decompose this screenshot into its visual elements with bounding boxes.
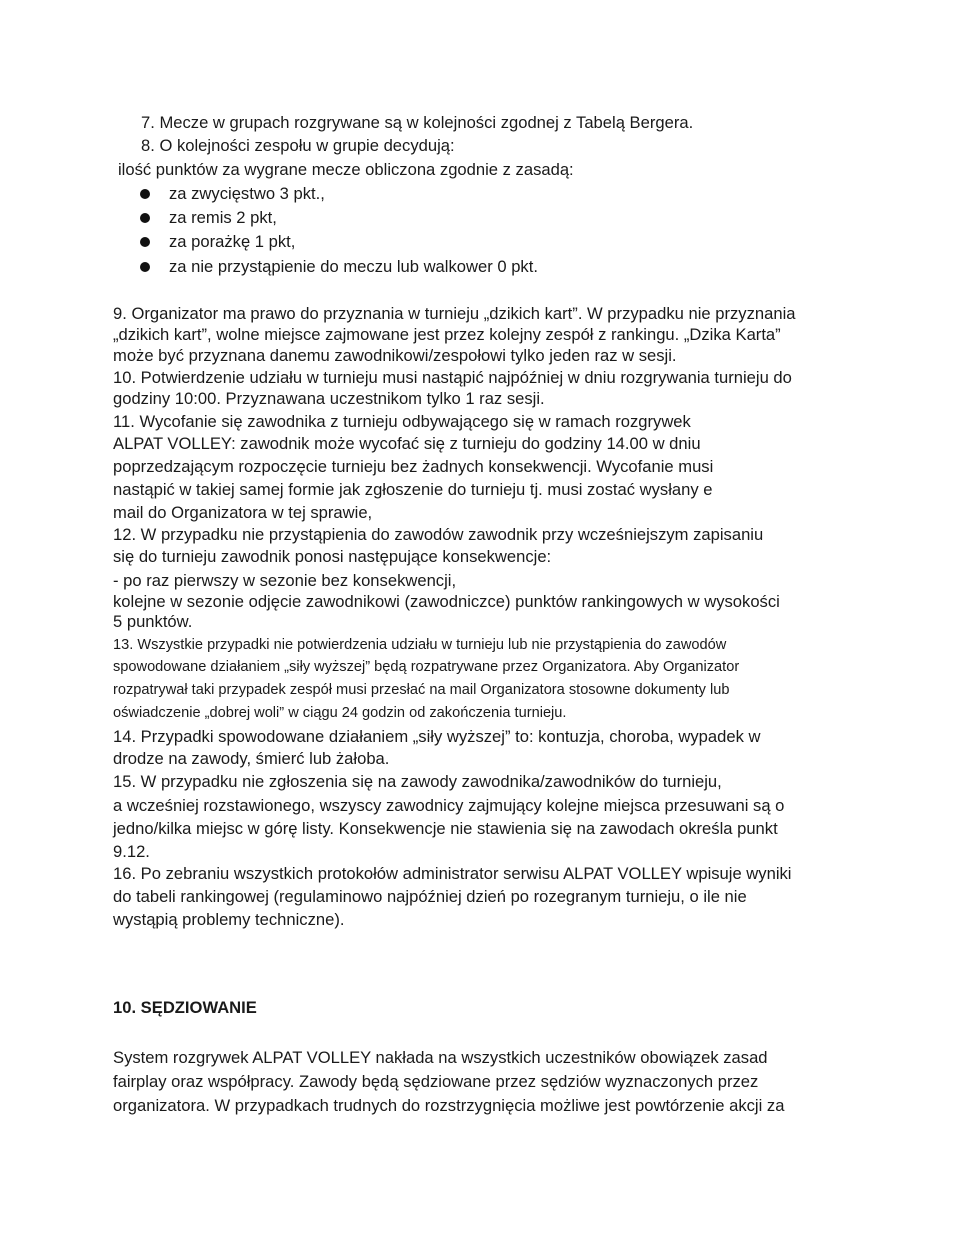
bullet-item: za remis 2 pkt, <box>169 208 277 227</box>
bullet-dot <box>140 189 150 199</box>
rule-12-line: kolejne w sezonie odjęcie zawodnikowi (zawodniczce) punktów rankingowych w wysokości <box>113 592 780 611</box>
bullet-item: za nie przystąpienie do meczu lub walkower 0 pkt. <box>169 257 538 276</box>
rule-7: 7. Mecze w grupach rozgrywane są w kolejności zgodnej z Tabelą Bergera. <box>141 113 694 132</box>
bullet-dot <box>140 237 150 247</box>
rule-10-line: 10. Potwierdzenie udziału w turnieju musi nastąpić najpóźniej w dniu rozgrywania turnieju do <box>113 368 792 387</box>
rule-10-line: godziny 10:00. Przyznawana uczestnikom tylko 1 raz sesji. <box>113 389 545 408</box>
rule-13-line: 13. Wszystkie przypadki nie potwierdzenia udziału w turnieju lub nie przystąpienia do zawodów <box>113 637 727 653</box>
bullet-dot <box>140 262 150 272</box>
rule-15-line: jedno/kilka miejsc w górę listy. Konsekwencje nie stawienia się na zawodach określa punkt <box>113 819 778 838</box>
rule-13-line: oświadczenie „dobrej woli” w ciągu 24 godzin od zakończenia turnieju. <box>113 705 567 721</box>
rule-15-line: a wcześniej rozstawionego, wszyscy zawodnicy zajmujący kolejne miejsca przesuwani są o <box>113 796 785 815</box>
rule-13-line: rozpatrywał taki przypadek zespół musi przesłać na mail Organizatora stosowne dokumenty lub <box>113 682 730 698</box>
rule-11-line: nastąpić w takiej samej formie jak zgłoszenie do turnieju tj. musi zostać wysłany e <box>113 480 713 499</box>
rule-11-line: poprzedzającym rozpoczęcie turnieju bez żadnych konsekwencji. Wycofanie musi <box>113 457 714 476</box>
section-intro-line: organizatora. W przypadkach trudnych do rozstrzygnięcia możliwe jest powtórzenie akcji za <box>113 1096 785 1115</box>
rule-11-line: ALPAT VOLLEY: zawodnik może wycofać się z turnieju do godziny 14.00 w dniu <box>113 434 701 453</box>
rule-15-line: 15. W przypadku nie zgłoszenia się na zawody zawodnika/zawodników do turnieju, <box>113 772 722 791</box>
rule-12-line: - po raz pierwszy w sezonie bez konsekwencji, <box>113 571 457 590</box>
rule-16-line: do tabeli rankingowej (regulaminowo najpóźniej dzień po rozegranym turnieju, o ile nie <box>113 887 747 906</box>
section-intro-line: fairplay oraz współpracy. Zawody będą sędziowane przez sędziów wyznaczonych przez <box>113 1072 759 1091</box>
rule-14-line: 14. Przypadki spowodowane działaniem „siły wyższej” to: kontuzja, choroba, wypadek w <box>113 727 761 746</box>
section-title: 10. SĘDZIOWANIE <box>113 998 257 1017</box>
rule-11-line: 11. Wycofanie się zawodnika z turnieju odbywającego się w ramach rozgrywek <box>113 412 691 431</box>
rule-12-line: się do turnieju zawodnik ponosi następujące konsekwencje: <box>113 547 552 566</box>
bullet-item: za zwycięstwo 3 pkt., <box>169 184 325 203</box>
rule-12-line: 5 punktów. <box>113 612 193 631</box>
rule-12-line: 12. W przypadku nie przystąpienia do zawodów zawodnik przy wcześniejszym zapisaniu <box>113 525 764 544</box>
rule-13-line: spowodowane działaniem „siły wyższej” będą rozpatrywane przez Organizatora. Aby Organizator <box>113 659 740 675</box>
rule-9-line: może być przyznana danemu zawodnikowi/zespołowi tylko jeden raz w sesji. <box>113 346 677 365</box>
section-intro-line: System rozgrywek ALPAT VOLLEY nakłada na wszystkich uczestników obowiązek zasad <box>113 1048 768 1067</box>
bullet-dot <box>140 213 150 223</box>
rule-8-scoring-intro: ilość punktów za wygrane mecze obliczona zgodnie z zasadą: <box>118 160 574 179</box>
rule-11-line: mail do Organizatora w tej sprawie, <box>113 503 373 522</box>
rule-9-line: „dzikich kart”, wolne miejsce zajmowane jest przez kolejny zespół z rankingu. „Dzika Karta” <box>113 325 781 344</box>
rule-16-line: 16. Po zebraniu wszystkich protokołów administrator serwisu ALPAT VOLLEY wpisuje wyniki <box>113 864 792 883</box>
bullet-item: za porażkę 1 pkt, <box>169 232 296 251</box>
rule-16-line: wystąpią problemy techniczne). <box>113 910 345 929</box>
rule-14-line: drodze na zawody, śmierć lub żałoba. <box>113 749 390 768</box>
rule-9-line: 9. Organizator ma prawo do przyznania w turnieju „dzikich kart”. W przypadku nie przyznania <box>113 304 796 323</box>
rule-15-line: 9.12. <box>113 842 150 861</box>
rule-8: 8. O kolejności zespołu w grupie decydują: <box>141 136 455 155</box>
